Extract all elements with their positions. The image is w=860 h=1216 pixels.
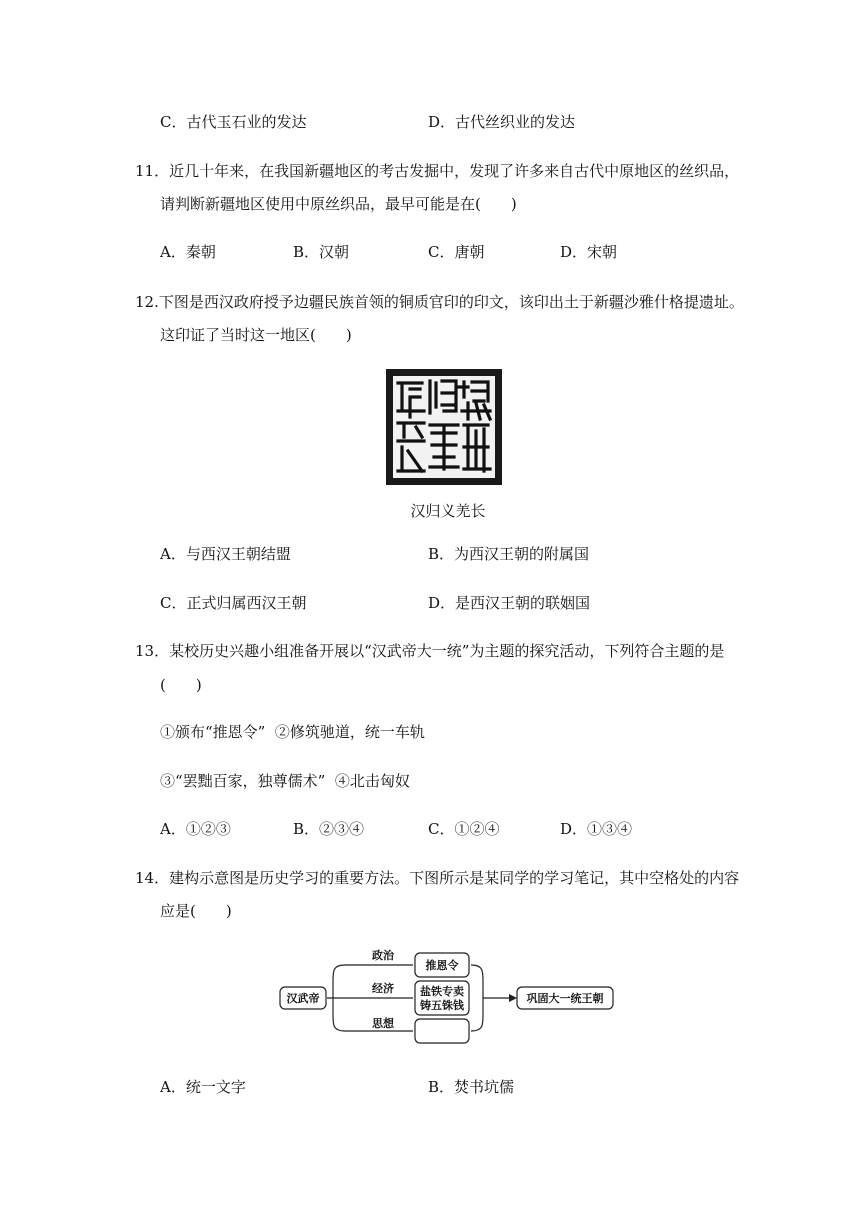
q13-item-line2: ③“罢黜百家，独尊儒术” ④北击匈奴	[160, 772, 410, 790]
diagram-branch-economy: 经济	[372, 982, 394, 995]
diagram-politics-text: 推恩令	[425, 959, 459, 972]
diagram-branch-thought: 思想	[372, 1017, 394, 1030]
q12-option-a: A．与西汉王朝结盟	[160, 545, 291, 563]
q10-option-c: C．古代玉石业的发达	[160, 113, 307, 131]
q11-option-d: D．宋朝	[560, 243, 618, 261]
seal-caption: 汉归义羌长	[410, 502, 486, 520]
diagram-result-text: 巩固大一统王朝	[526, 992, 604, 1005]
seal-image	[384, 367, 504, 487]
q13-option-a: A．①②③	[160, 820, 231, 838]
arrow-icon	[509, 994, 517, 1002]
concept-diagram	[275, 943, 625, 1046]
q11-option-c: C．唐朝	[428, 243, 485, 261]
q13-option-b: B．②③④	[293, 820, 365, 838]
q11-option-b: B．汉朝	[293, 243, 350, 261]
diagram-economy-text-2: 铸五铢钱	[420, 999, 464, 1012]
q12-stem-line2: 这印证了当时这一地区( )	[160, 326, 352, 344]
q12-option-d: D．是西汉王朝的联姻国	[428, 594, 591, 612]
q14-option-b: B．焚书坑儒	[428, 1078, 515, 1096]
q14-stem-line1: 14．建构示意图是历史学习的重要方法。下图所示是某同学的学习笔记，其中空格处的内容	[135, 869, 740, 887]
q14-stem-line2: 应是( )	[160, 902, 232, 920]
q13-option-c: C．①②④	[428, 820, 500, 838]
q13-item-line1: ①颁布“推恩令” ②修筑驰道，统一车轨	[160, 723, 425, 741]
diagram-branch-politics: 政治	[372, 949, 394, 962]
q14-option-a: A．统一文字	[160, 1078, 246, 1096]
diagram-thought-box	[415, 1019, 469, 1043]
q12-option-c: C．正式归属西汉王朝	[160, 594, 307, 612]
q13-stem-line1: 13．某校历史兴趣小组准备开展以“汉武帝大一统”为主题的探究活动，下列符合主题的是	[135, 642, 725, 660]
q11-stem-line2: 请判断新疆地区使用中原丝织品，最早可能是在( )	[160, 195, 517, 213]
diagram-economy-text-1: 盐铁专卖	[420, 985, 464, 998]
q13-option-d: D．①③④	[560, 820, 633, 838]
q12-option-b: B．为西汉王朝的附属国	[428, 545, 590, 563]
q11-stem-line1: 11．近几十年来，在我国新疆地区的考古发掘中，发现了许多来自古代中原地区的丝织品，	[135, 162, 740, 180]
q10-option-d: D．古代丝织业的发达	[428, 113, 576, 131]
q11-option-a: A．秦朝	[160, 243, 216, 261]
diagram-center-label: 汉武帝	[286, 992, 320, 1005]
q13-stem-line2: ( )	[160, 676, 202, 694]
q12-stem-line1: 12.下图是西汉政府授予边疆民族首领的铜质官印的印文，该印出土于新疆沙雅什格提遗址。	[135, 293, 744, 311]
